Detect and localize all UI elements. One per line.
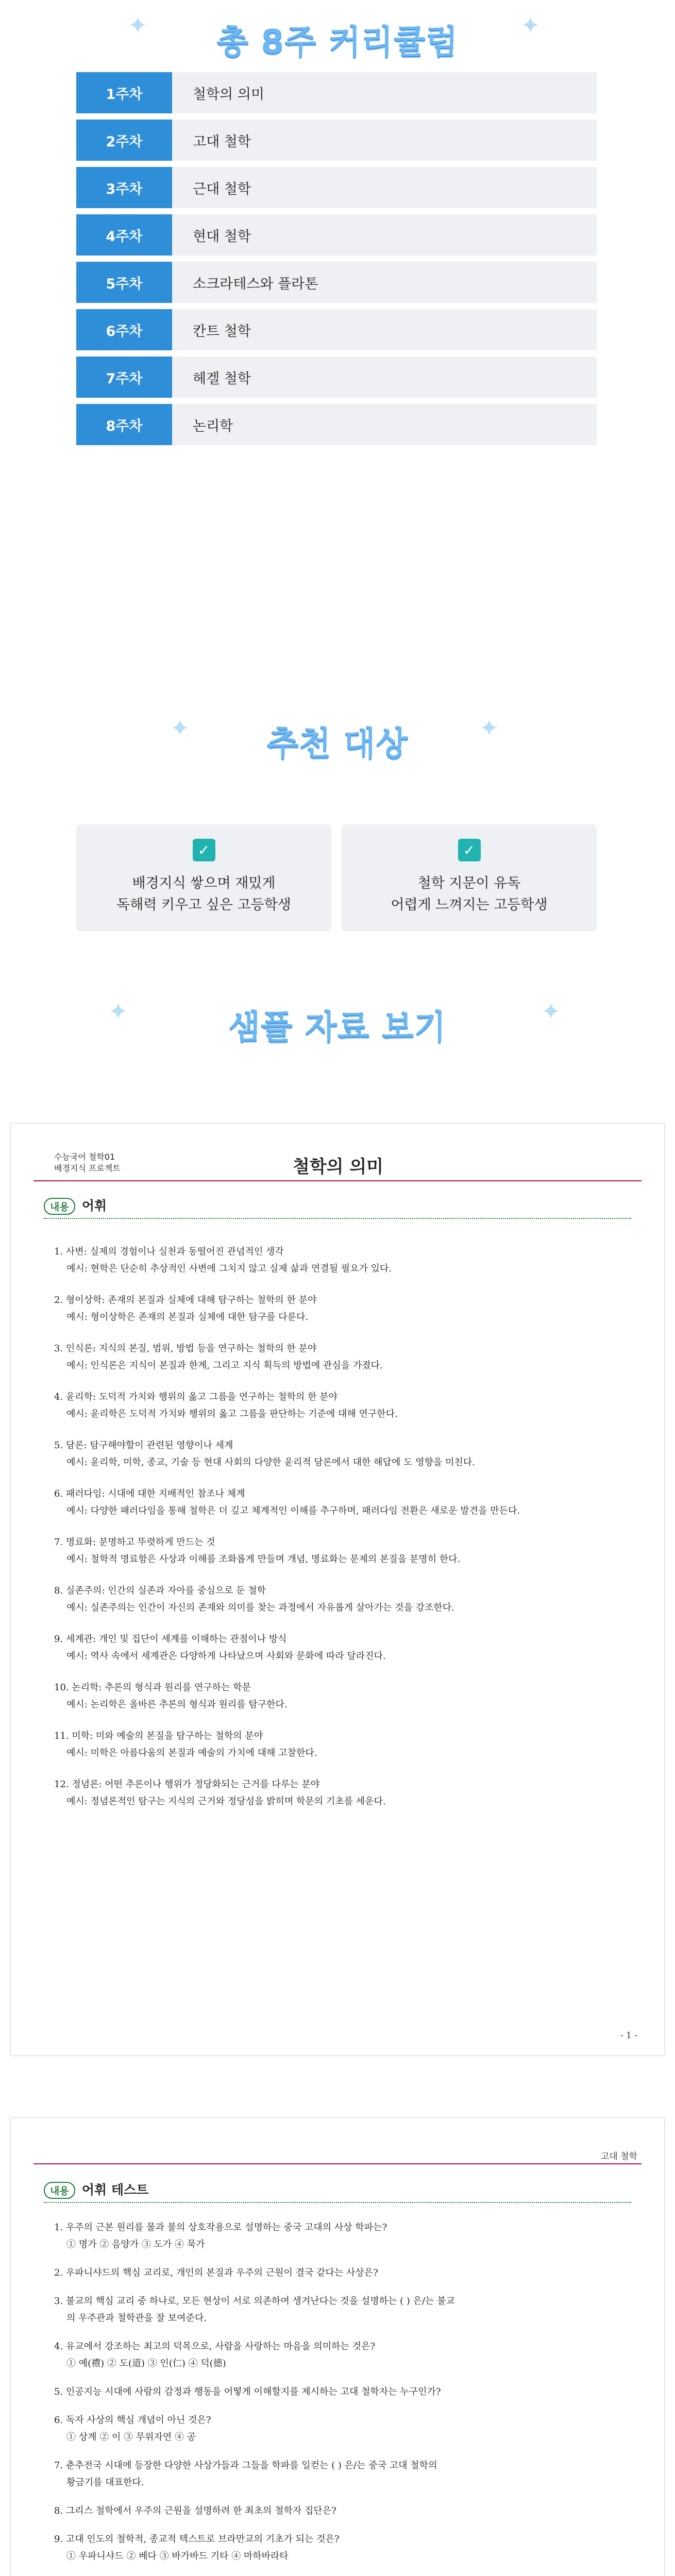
vocab-example: 예시: 현학은 단순히 추상적인 사변에 그치지 않고 실제 삶과 연결될 필요가 있다.	[66, 1263, 392, 1274]
target-card-line2: 독해력 키우고 싶은 고등학생	[116, 897, 291, 913]
page-title: 철학의 의미	[292, 1157, 384, 1177]
vocab-term: 3. 인식론: 지식의 본질, 범위, 방법 등을 연구하는 철학의 한 분야	[54, 1343, 317, 1354]
series-line1: 수능국어 철학01	[54, 1152, 115, 1162]
sparkle-icon: ✦	[479, 714, 499, 742]
vocab-example: 예시: 인식론은 지식이 본질과 한계, 그리고 지식 획득의 방법에 관심을 가졌다.	[66, 1360, 383, 1371]
vocab-item	[54, 1582, 621, 1616]
target-card	[76, 824, 331, 931]
week-topic: 헤겔 철학	[172, 357, 597, 398]
curriculum-row	[76, 120, 597, 161]
vocab-item	[54, 1388, 621, 1422]
test-question	[54, 2338, 621, 2372]
section-header	[44, 2180, 631, 2203]
target-card-line1: 철학 지문이 유독	[417, 875, 521, 891]
vocab-example: 예시: 역사 속에서 세계관은 다양하게 나타났으며 사회와 문화에 따라 달라진다.	[66, 1651, 386, 1662]
question-text: 5. 인공지능 시대에 사람의 감정과 행동을 어떻게 이해할지를 제시하는 고대 철학자는 누구인가?	[54, 2386, 441, 2397]
sparkle-icon: ✦	[520, 11, 541, 39]
vocab-item	[54, 1679, 621, 1713]
vocab-item	[54, 1485, 621, 1519]
sample-page-vocab-test	[10, 2117, 665, 2576]
test-question	[54, 2502, 621, 2519]
question-text: 6. 독자 사상의 핵심 개념이 아닌 것은?	[54, 2415, 211, 2426]
week-label: 8주차	[76, 404, 172, 445]
week-label: 4주차	[76, 214, 172, 256]
curriculum-row	[76, 309, 597, 350]
section-header	[44, 1196, 631, 1219]
vocab-item	[54, 1631, 621, 1665]
question-options: ① 명가 ② 음양가 ③ 도가 ④ 묵가	[66, 2239, 205, 2250]
question-text: 2. 우파니샤드의 핵심 교리로, 개인의 본질과 우주의 근원이 결국 같다는 사상은?	[54, 2267, 378, 2278]
question-text: 8. 그리스 철학에서 우주의 근원을 설명하려 한 최초의 철학자 집단은?	[54, 2505, 336, 2516]
curriculum-row	[76, 357, 597, 398]
week-topic: 근대 철학	[172, 167, 597, 208]
divider	[44, 2202, 631, 2203]
vocab-term: 8. 실존주의: 인간의 실존과 자아를 중심으로 둔 철학	[54, 1585, 266, 1596]
question-text: 7. 춘추전국 시대에 등장한 다양한 사상가들과 그들을 학파를 일컫는 ( ) 은/는 중국 고대 철학의	[54, 2460, 437, 2471]
sparkle-icon: ✦	[108, 997, 128, 1025]
curriculum-table	[76, 72, 597, 451]
vocab-term: 12. 정념론: 어떤 추론이나 행위가 정당화되는 근거를 다루는 분야	[54, 1779, 320, 1790]
vocab-term: 10. 논리학: 추론의 형식과 원리를 연구하는 학문	[54, 1682, 251, 1693]
curriculum-row	[76, 262, 597, 303]
week-label: 2주차	[76, 120, 172, 161]
vocab-term: 9. 세계관: 개인 및 집단이 세계를 이해하는 관점이나 방식	[54, 1634, 287, 1645]
question-text: 4. 유교에서 강조하는 최고의 덕목으로, 사람을 사랑하는 마음을 의미하는 것은?	[54, 2341, 376, 2352]
vocab-term: 7. 명료화: 분명하고 뚜렷하게 만드는 것	[54, 1537, 215, 1548]
question-text: 1. 우주의 근본 원리를 물과 불의 상호작용으로 설명하는 중국 고대의 사상 학파는?	[54, 2222, 387, 2233]
question-options: ① 상계 ② 이 ③ 무위자연 ④ 공	[66, 2432, 196, 2443]
vocab-item	[54, 1292, 621, 1326]
vocab-term: 2. 형이상학: 존재의 본질과 실체에 대해 탐구하는 철학의 한 분야	[54, 1295, 317, 1306]
section-title: 어휘	[81, 1198, 107, 1213]
target-card-line1: 배경지식 쌓으며 재밌게	[132, 875, 276, 891]
samples-title: 샘플 자료 보기	[228, 1008, 447, 1046]
divider	[44, 1218, 631, 1219]
vocab-item	[54, 1727, 621, 1761]
question-options: 황금기를 대표한다.	[66, 2477, 144, 2488]
page-number: - 1 -	[620, 2030, 637, 2041]
vocab-term: 5. 담론: 탐구해야할이 관련된 영향이나 세계	[54, 1440, 233, 1451]
week-label: 3주차	[76, 167, 172, 208]
vocab-term: 11. 미학: 미와 예술의 본질을 탐구하는 철학의 분야	[54, 1731, 263, 1741]
week-topic: 칸트 철학	[172, 309, 597, 350]
week-topic: 논리학	[172, 404, 597, 445]
sparkle-icon: ✦	[541, 997, 561, 1025]
question-options: 의 우주관과 철학관을 잘 보여준다.	[66, 2313, 207, 2324]
curriculum-row	[76, 404, 597, 445]
vocab-term: 1. 사변: 실제의 경험이나 실천과 동떨어진 관념적인 생각	[54, 1246, 284, 1257]
series-line2: 배경지식 프로젝트	[54, 1163, 121, 1173]
vocab-list	[54, 1243, 621, 1824]
checkmark-icon: ✓	[458, 839, 481, 861]
vocab-example: 예시: 형이상학은 존재의 본질과 실체에 대한 탐구를 다룬다.	[66, 1312, 309, 1323]
target-card-line2: 어렵게 느껴지는 고등학생	[391, 897, 548, 913]
test-question	[54, 2412, 621, 2446]
question-text: 3. 불교의 핵심 교리 중 하나로, 모든 현상이 서로 의존하여 생겨난다는 것을 설명하는 ( ) 은/는 불교	[54, 2296, 455, 2307]
week-label: 5주차	[76, 262, 172, 303]
sparkle-icon: ✦	[128, 11, 148, 39]
vocab-term: 6. 패러다임: 시대에 대한 지배적인 참조나 체계	[54, 1488, 245, 1499]
week-topic: 소크라테스와 플라톤	[172, 262, 597, 303]
vocab-item	[54, 1243, 621, 1277]
question-text: 9. 고대 인도의 철학적, 종교적 텍스트로 브라만교의 기초가 되는 것은?	[54, 2534, 340, 2545]
question-list	[54, 2219, 621, 2576]
target-card	[342, 824, 597, 931]
curriculum-row	[76, 72, 597, 113]
vocab-example: 예시: 철학적 명료함은 사상과 이해를 조화롭게 만들며 개념, 명료화는 문제의 본질을 분명히 한다.	[66, 1554, 461, 1565]
test-question	[54, 2531, 621, 2565]
test-question	[54, 2293, 621, 2327]
test-question	[54, 2457, 621, 2491]
vocab-item	[54, 1340, 621, 1374]
week-topic: 현대 철학	[172, 214, 597, 256]
divider	[33, 1180, 642, 1181]
week-topic: 철학의 의미	[172, 72, 597, 113]
curriculum-row	[76, 214, 597, 256]
test-question	[54, 2219, 621, 2253]
vocab-example: 예시: 미학은 아름다움의 본질과 예술의 가치에 대해 고찰한다.	[66, 1748, 317, 1758]
section-tag: 내용	[44, 1198, 75, 1215]
vocab-example: 예시: 윤리학, 미학, 종교, 기술 등 현대 사회의 다양한 윤리적 담론에서 대한 해답에 도 영향을 미친다.	[66, 1457, 475, 1468]
sparkle-icon: ✦	[170, 714, 190, 742]
checkmark-icon: ✓	[193, 839, 215, 861]
week-label: 7주차	[76, 357, 172, 398]
test-question	[54, 2383, 621, 2400]
vocab-item	[54, 1534, 621, 1568]
vocab-item	[54, 1776, 621, 1810]
page-header: 고대 철학	[600, 2151, 637, 2162]
question-options: ① 예(禮) ② 도(道) ③ 인(仁) ④ 덕(德)	[66, 2358, 226, 2369]
sample-page-vocab	[10, 1123, 665, 2056]
curriculum-row	[76, 167, 597, 208]
vocab-example: 예시: 정념론적인 탐구는 지식의 근거와 정당성을 밝히며 학문의 기초를 세운다.	[66, 1796, 386, 1807]
vocab-term: 4. 윤리학: 도덕적 가치와 행위의 옳고 그름을 연구하는 철학의 한 분야	[54, 1392, 338, 1402]
vocab-item	[54, 1437, 621, 1471]
vocab-example: 예시: 다양한 패러다임을 통해 철학은 더 깊고 체계적인 이해를 추구하며, 패러다임 전환은 새로운 발견을 만든다.	[66, 1505, 520, 1516]
curriculum-title: 총 8주 커리큘럼	[216, 23, 459, 61]
section-tag: 내용	[44, 2182, 75, 2199]
week-label: 1주차	[76, 72, 172, 113]
section-title: 어휘 테스트	[81, 2182, 149, 2197]
question-options: ① 우파니샤드 ② 베다 ③ 바가바드 기타 ④ 마하바라타	[66, 2551, 289, 2562]
week-topic: 고대 철학	[172, 120, 597, 161]
divider	[33, 2163, 642, 2164]
vocab-example: 예시: 윤리학은 도덕적 가치와 행위의 옳고 그름을 판단하는 기준에 대해 연구한다.	[66, 1409, 398, 1419]
vocab-example: 예시: 논리학은 올바른 추론의 형식과 원리를 탐구한다.	[66, 1699, 288, 1710]
test-question	[54, 2264, 621, 2281]
vocab-example: 예시: 실존주의는 인간이 자신의 존재와 의미를 찾는 과정에서 자유롭게 살아가는 것을 강조한다.	[66, 1602, 454, 1613]
target-title: 추천 대상	[266, 725, 409, 763]
week-label: 6주차	[76, 309, 172, 350]
